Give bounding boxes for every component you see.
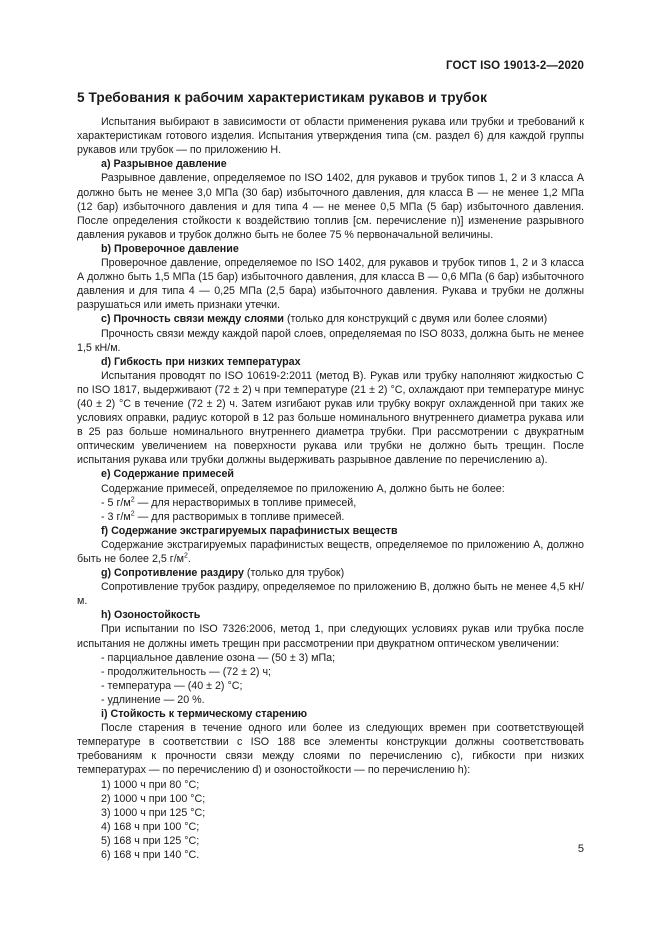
list-item: - температура — (40 ± 2) °С; xyxy=(101,679,243,692)
subsection-c-title: с) Прочность связи между слоями xyxy=(101,313,284,326)
list-item: - парциальное давление озона — (50 ± 3) мПа; xyxy=(101,651,336,664)
list-item: - удлинение — 20 %. xyxy=(101,693,205,706)
subsection-a-text: Разрывное давление, определяемое по ISO 1402, для рукавов и трубок типов 1, 2 и 3 класса А должно быть не менее 3,0 МПа (30 бар) избыточного давления, для класса В — не менее 1,2 МПа (12 бар) избыточного давления и для типа 4 — не менее 0,5 МПа (5 бар) избыточного давления. После определения стойкости к воздействию топлив [см. перечисление n)] изменение разрывного давления рукавов и трубок должно быть не более 75 % первоначальной величины. xyxy=(77,172,584,241)
document-body xyxy=(77,91,584,862)
page-number: 5 xyxy=(577,843,584,855)
section-title: 5 Требования к рабочим характеристикам рукавов и трубок xyxy=(77,90,487,105)
list-item: 1) 1000 ч при 80 °С; xyxy=(101,778,200,791)
intro-paragraph: Испытания выбирают в зависимости от области применения рукава или трубки и требований к характеристикам готового изделия. Испытания утверждения типа (см. раздел 6) для каждой группы рукавов или трубок — по приложению Н. xyxy=(77,116,584,157)
subsection-f-title: f) Содержание экстрагируемых парафинистых веществ xyxy=(101,524,398,537)
subsection-h-text: При испытании по ISO 7326:2006, метод 1, при следующих условиях рукав или трубка после испытания не должны иметь трещин при рассмотрении при двукратном оптическом увеличении: xyxy=(77,623,584,650)
list-item: 4) 168 ч при 100 °С; xyxy=(101,820,200,833)
subsection-c-text: Прочность связи между каждой парой слоев, определяемая по ISO 8033, должна быть не менее 1,5 кН/м. xyxy=(77,327,584,354)
subsection-d-text: Испытания проводят по ISO 10619-2:2011 (метод В). Рукав или трубку наполняют жидкостью С по ISO 1817, выдерживают (72 ± 2) ч при температуре (21 ± 2) °С, охлаждают при температуре минус (40 ± 2) °С в течение (72 ± 2) ч. Затем изгибают рукав или трубку вокруг охлажденной при таких же условиях оправки, радиус которой в 12 раз больше номинального внутреннего диаметра рукава или в 25 раз больше номинального внутреннего диаметра трубки. При рассмотрении с двукратным оптическим увеличением на поверхности рукава или трубки не должно быть трещин. После испытания рукава или трубки должны выдерживать разрывное давление по перечислению а). xyxy=(77,369,584,467)
subsection-e-title: е) Содержание примесей xyxy=(101,468,235,481)
document-code: ГОСТ ISO 19013-2—2020 xyxy=(446,60,584,72)
subsection-c-note: (только для конструкций с двумя или более слоями) xyxy=(283,313,548,326)
subsection-i-text: После старения в течение одного или более из следующих времен при соответствующей температуре в соответствии с ISO 188 все элементы конструкции должны соответствовать требованиям к прочности связи между слоями по перечислению с), гибкости при низких температурах — по перечислению d) и озоностойкости — по перечислению h): xyxy=(77,722,584,777)
subsection-g-title: g) Сопротивление раздиру xyxy=(101,567,244,580)
subsection-g-heading xyxy=(77,566,584,580)
subsection-b-title: b) Проверочное давление xyxy=(101,242,239,255)
list-item: 2) 1000 ч при 100 °С; xyxy=(101,792,206,805)
list-item: - 3 $г/м^2$ — для растворимых в топливе примесей. xyxy=(101,510,345,523)
subsection-g-text: Сопротивление трубок раздиру, определяемое по приложению В, должно быть не менее 4,5 кН/м. xyxy=(77,581,584,608)
subsection-g-note: (только для трубок) xyxy=(243,567,345,580)
subsection-f-text: Содержание экстрагируемых парафинистых веществ, определяемое по приложению А, должно быть не более 2,5 $г/м^2$. xyxy=(77,538,584,565)
list-item: 3) 1000 ч при 125 °С; xyxy=(101,806,206,819)
list-item: - 5 $г/м^2$ — для нерастворимых в топливе примесей, xyxy=(101,496,357,509)
subsection-c-heading xyxy=(77,312,584,326)
subsection-a-title: а) Разрывное давление xyxy=(101,158,227,171)
subsection-d-title: d) Гибкость при низких температурах xyxy=(101,355,301,368)
subsection-e-text: Содержание примесей, определяемое по приложению А, должно быть не более: xyxy=(101,482,505,495)
subsection-i-title: i) Стойкость к термическому старению xyxy=(101,708,308,721)
subsection-b-text: Проверочное давление, определяемое по ISO 1402, для рукавов и трубок типов 1, 2 и 3 класса А должно быть 1,5 МПа (15 бар) избыточного давления, для класса В — 0,6 МПа (6 бар) избыточного давления и для типа 4 — 0,25 МПа (2,5 бара) избыточного давления. Рукава и трубки не должны разрушаться или иметь признаки утечки. xyxy=(77,257,584,312)
subsection-h-title: h) Озоностойкость xyxy=(101,609,201,622)
list-item: - продолжительность — (72 ± 2) ч; xyxy=(101,665,271,678)
list-item: 5) 168 ч при 125 °С; xyxy=(101,834,200,847)
list-item: 6) 168 ч при 140 °С. xyxy=(101,848,200,861)
